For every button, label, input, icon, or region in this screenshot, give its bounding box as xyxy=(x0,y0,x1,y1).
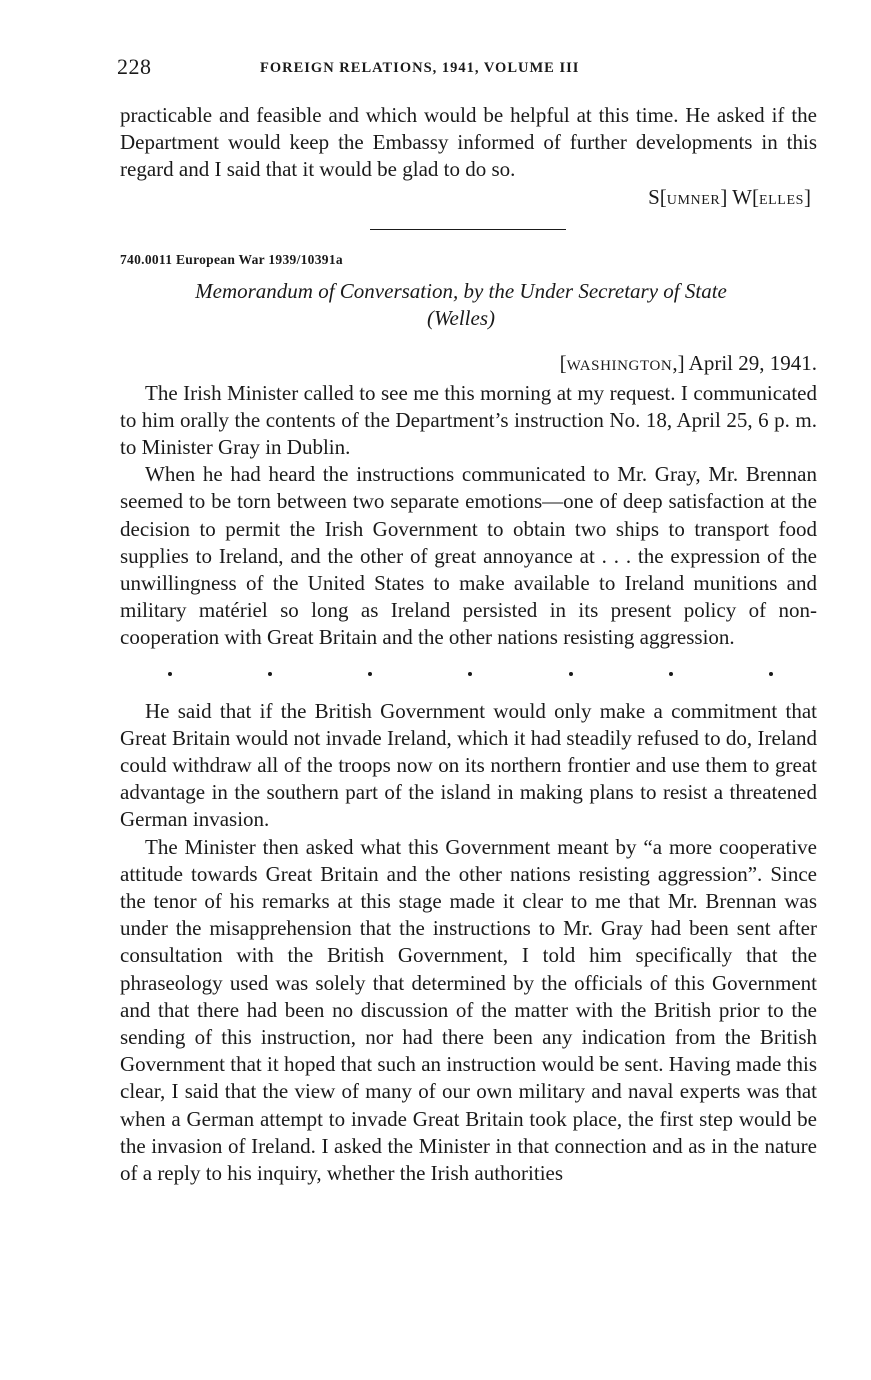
ellipsis-dot xyxy=(569,672,573,676)
dateline-open: [ xyxy=(559,350,567,375)
ellipsis-dot xyxy=(769,672,773,676)
section-divider xyxy=(370,229,566,230)
continuation-paragraph: practicable and feasible and which would be helpful at this time. He asked if the Department would keep the Embassy informed of further developments in this regard and I said that it would be glad to do so. xyxy=(120,103,817,182)
running-head xyxy=(117,52,817,82)
signature-mid: ] W[ xyxy=(720,184,759,209)
paragraph-4: The Minister then asked what this Government meant by “a more cooperative attitude towards Great Britain and the other nations resisting aggression”. Since the tenor of his remarks at this stage made it clear to me that Mr. Brennan was under the misapprehension that the instructions to Mr. Gray had been sent after consultation with the British Government, I told him specifically that the phraseology used was solely that determined by the officials of this Government and that there had been no discussion of the matter with the British prior to the sending of this instruction, nor had there been any indication from the British Government that it hoped that such an instruction would be sent. Having made this clear, I said that the view of many of our own military and naval experts was that when a German attempt to invade Great Britain took place, the first step would be the invasion of Ireland. I asked the Minister in that connection and as in the nature of a reply to his inquiry, whether the Irish authorities xyxy=(120,834,817,1186)
ellipsis-dot xyxy=(168,672,172,676)
signature-s-small: UMNER xyxy=(666,192,721,208)
paragraph-2: When he had heard the instructions communicated to Mr. Gray, Mr. Brennan seemed to be torn between two separate emotions—one of deep satisfaction at the decision to permit the Irish Government to obtain two ships to transport food supplies to Ireland, and the other of great annoyance at . . . the expression of the unwillingness of the United States to make available to Ireland munitions and military matériel so long as Ireland persisted in its present policy of non-cooperation with Great Britain and the other nations resisting aggression. xyxy=(120,462,817,650)
dateline-close: ,] April 29, 1941. xyxy=(672,350,817,375)
signature-w-small: ELLES xyxy=(759,192,804,208)
paragraph-1: The Irish Minister called to see me this morning at my request. I communicated to him orally the contents of the Department’s instruction No. 18, April 25, 6 p. m. to Minister Gray in Dublin. xyxy=(120,380,817,460)
document-heading-text: Memorandum of Conversation, by the Under Secretary of State (Welles) xyxy=(195,278,727,330)
ellipsis-dot xyxy=(368,672,372,676)
dateline-place: WASHINGTON xyxy=(566,357,673,374)
dateline xyxy=(120,350,817,380)
document-page xyxy=(117,52,817,1187)
document-heading xyxy=(120,278,817,332)
signature xyxy=(120,184,811,214)
ellipsis-dot xyxy=(268,672,272,676)
running-title: FOREIGN RELATIONS, 1941, VOLUME III xyxy=(260,60,580,76)
omission-ellipsis xyxy=(120,658,817,690)
ellipsis-dot xyxy=(669,672,673,676)
ellipsis-dot xyxy=(468,672,472,676)
page-number: 228 xyxy=(117,54,152,79)
paragraph-3: He said that if the British Government would only make a commitment that Great Britain would not invade Ireland, which it had steadily refused to do, Ireland could withdraw all of the troops now on its northern frontier and use them to great advantage in the southern part of the island in making plans to resist a threatened German invasion. xyxy=(120,698,817,832)
signature-end: ] xyxy=(804,184,811,209)
signature-s: S[ xyxy=(648,184,667,209)
file-number: 740.0011 European War 1939/10391a xyxy=(120,251,343,267)
